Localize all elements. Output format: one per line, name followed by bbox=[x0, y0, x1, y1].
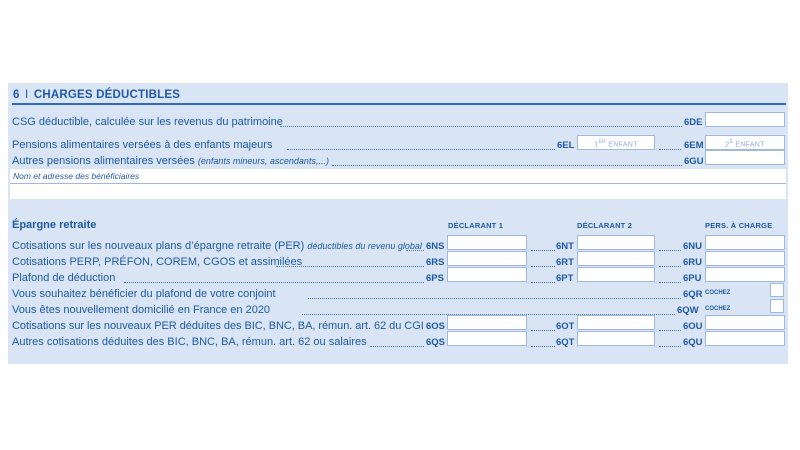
placeholder-1-text: ENFANT bbox=[608, 141, 638, 149]
code-6de: 6DE bbox=[684, 117, 703, 128]
nom-adresse-label: Nom et adresse des bénéficiaires bbox=[13, 171, 140, 181]
conjoint-leader bbox=[308, 298, 681, 299]
field-6ou[interactable] bbox=[705, 315, 785, 330]
field-6qu[interactable] bbox=[705, 331, 785, 346]
autres-pensions-note: (enfants mineurs, ascendants,...) bbox=[197, 156, 329, 166]
field-6qt[interactable] bbox=[577, 331, 655, 346]
pensions-majeurs-leader-2 bbox=[659, 149, 681, 150]
epargne-row-per-text: Cotisations sur les nouveaux plans d’épargne retraite (PER) bbox=[12, 240, 305, 252]
code-6pt: 6PT bbox=[556, 273, 574, 284]
per-bic-leader-2 bbox=[531, 330, 555, 331]
perp-leader bbox=[276, 266, 424, 267]
autres-pensions-text: Autres pensions alimentaires versées bbox=[12, 155, 195, 167]
code-6nt: 6NT bbox=[556, 241, 574, 252]
autres-leader-3 bbox=[659, 346, 681, 347]
plafond-leader-2 bbox=[531, 282, 555, 283]
field-6nt[interactable] bbox=[577, 235, 655, 250]
charges-deductibles-panel bbox=[8, 83, 788, 364]
per-leader-2 bbox=[531, 250, 555, 251]
epargne-row-perp-label: Cotisations PERP, PRÉFON, COREM, CGOS et assimilées bbox=[12, 256, 303, 268]
field-6nu[interactable] bbox=[705, 235, 785, 250]
epargne-title: Épargne retraite bbox=[12, 219, 97, 231]
autres-leader bbox=[370, 346, 424, 347]
nom-adresse-divider bbox=[10, 183, 786, 184]
field-6ns[interactable] bbox=[447, 235, 527, 250]
placeholder-1-num: 1 bbox=[594, 141, 599, 149]
per-leader-3 bbox=[659, 250, 681, 251]
placeholder-2-text: ENFANT bbox=[735, 141, 765, 149]
autres-leader-2 bbox=[531, 346, 555, 347]
field-6ru[interactable] bbox=[705, 251, 785, 266]
section-title bbox=[13, 89, 180, 101]
epargne-row-conjoint-label: Vous souhaitez bénéficier du plafond de votre conjoint bbox=[12, 288, 276, 300]
code-6rs: 6RS bbox=[426, 257, 445, 268]
section-rule bbox=[12, 103, 786, 105]
epargne-row-plafond-label: Plafond de déduction bbox=[12, 272, 116, 284]
cochez-label-2: COCHEZ bbox=[705, 306, 731, 312]
code-6pu: 6PU bbox=[683, 273, 702, 284]
field-6ps[interactable] bbox=[447, 267, 527, 282]
placeholder-2-sup: E bbox=[729, 139, 734, 145]
code-6ru: 6RU bbox=[683, 257, 703, 268]
per-leader bbox=[406, 250, 424, 251]
field-6de[interactable] bbox=[705, 112, 785, 127]
code-6ou: 6OU bbox=[683, 321, 703, 332]
epargne-row-per-bic-label: Cotisations sur les nouveaux PER déduites des BIC, BNC, BA, rémun. art. 62 du CGI bbox=[12, 320, 424, 332]
code-6ns: 6NS bbox=[426, 241, 445, 252]
code-6rt: 6RT bbox=[556, 257, 574, 268]
code-6qw: 6QW bbox=[677, 305, 699, 316]
plafond-leader-3 bbox=[659, 282, 681, 283]
nom-adresse-field[interactable] bbox=[10, 169, 786, 199]
checkbox-6qr[interactable] bbox=[770, 283, 784, 297]
field-6rs[interactable] bbox=[447, 251, 527, 266]
per-bic-leader-3 bbox=[659, 330, 681, 331]
plafond-leader bbox=[124, 282, 424, 283]
code-6ps: 6PS bbox=[426, 273, 444, 284]
cochez-label-1: COCHEZ bbox=[705, 290, 731, 296]
code-6em: 6EM bbox=[684, 140, 704, 151]
field-6os[interactable] bbox=[447, 315, 527, 330]
code-6nu: 6NU bbox=[683, 241, 703, 252]
placeholder-2-num: 2 bbox=[725, 141, 730, 149]
field-6el[interactable] bbox=[577, 135, 655, 150]
autres-pensions-label bbox=[12, 155, 329, 168]
placeholder-1-sup: ER bbox=[598, 139, 607, 145]
csg-leader bbox=[280, 126, 682, 127]
autres-pensions-leader bbox=[332, 165, 682, 166]
epargne-row-per-label bbox=[12, 240, 422, 253]
section-number: 6 bbox=[13, 89, 20, 101]
col-declarant-1: DÉCLARANT 1 bbox=[448, 221, 504, 230]
epargne-row-autres-label: Autres cotisations déduites des BIC, BNC, BA, rémun. art. 62 ou salaires bbox=[12, 336, 367, 348]
pensions-majeurs-label: Pensions alimentaires versées à des enfants majeurs bbox=[12, 139, 273, 151]
field-6qs[interactable] bbox=[447, 331, 527, 346]
code-6qs: 6QS bbox=[426, 337, 446, 348]
field-6pt[interactable] bbox=[577, 267, 655, 282]
code-6qu: 6QU bbox=[683, 337, 703, 348]
code-6os: 6OS bbox=[426, 321, 446, 332]
code-6gu: 6GU bbox=[684, 156, 704, 167]
col-pers-a-charge: PERS. À CHARGE bbox=[705, 221, 773, 230]
code-6el: 6EL bbox=[557, 140, 575, 151]
col-declarant-2: DÉCLARANT 2 bbox=[577, 221, 633, 230]
section-title-text: CHARGES DÉDUCTIBLES bbox=[33, 89, 181, 101]
perp-leader-2 bbox=[531, 266, 555, 267]
field-6pu[interactable] bbox=[705, 267, 785, 282]
pensions-majeurs-leader bbox=[287, 149, 555, 150]
code-6qt: 6QT bbox=[556, 337, 575, 348]
field-6gu[interactable] bbox=[705, 150, 785, 165]
perp-leader-3 bbox=[659, 266, 681, 267]
section-separator: I bbox=[25, 89, 29, 101]
field-6rt[interactable] bbox=[577, 251, 655, 266]
code-6ot: 6OT bbox=[556, 321, 575, 332]
csg-label: CSG déductible, calculée sur les revenus du patrimoine bbox=[12, 116, 283, 128]
field-6em[interactable] bbox=[705, 135, 785, 150]
code-6qr: 6QR bbox=[683, 289, 703, 300]
epargne-row-per-note: déductibles du revenu global bbox=[307, 241, 422, 251]
epargne-row-domicilie-label: Vous êtes nouvellement domicilié en France en 2020 bbox=[12, 304, 271, 316]
field-6ot[interactable] bbox=[577, 315, 655, 330]
checkbox-6qw[interactable] bbox=[770, 299, 784, 313]
